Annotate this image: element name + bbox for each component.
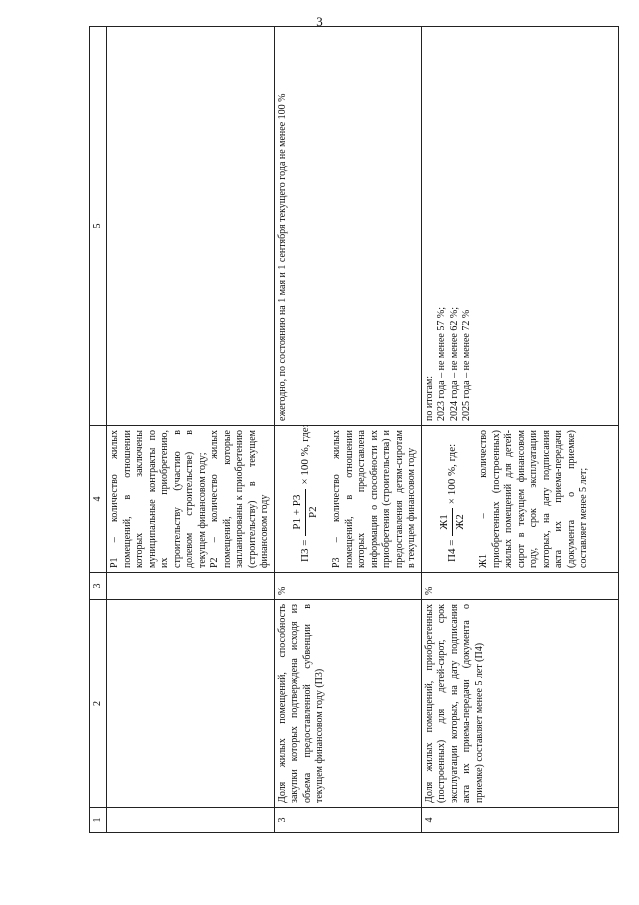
row4-formula-cell (421, 426, 619, 573)
header-col-3: 3 (90, 573, 107, 600)
cell-desc-continued (107, 426, 275, 573)
desc-p1: Р1 – количество жилых помещений, в отношении которых заключены муниципальные контракты по их приобретению, строительству (участию в долевом строительстве) в текущем финансовом году; (109, 430, 208, 568)
row4-denominator: Ж2 (454, 514, 467, 530)
row4-formula-lhs: П4 = (445, 539, 458, 562)
row4-target-line-4: 2025 года – не менее 72 % (461, 309, 472, 421)
cell-target-empty (107, 27, 275, 426)
cell-name-empty (107, 600, 275, 808)
cell-num-empty (107, 808, 275, 833)
row3-desc: Р3 – количество жилых помещений, в отношении которых предоставлена информация о способности их приобретения (строительства) и предоставления детям-сиротам в текущем финансовом году (331, 430, 417, 568)
page-number: 3 (316, 14, 323, 29)
row3-denominator: Р2 (307, 506, 320, 518)
header-col-4: 4 (90, 426, 107, 573)
row3-formula-cell (274, 426, 421, 573)
row3-num: 3 (274, 808, 421, 833)
row4-unit: % (421, 573, 619, 600)
cell-unit-empty (107, 573, 275, 600)
row4-desc: Ж1 – количество приобретенных (построенных) жилых помещений для детей-сирот в текущем финансовом году, срок эксплуатации которых, на дату подписания акта их приема-передачи (документа о приемке) составляет менее 5 лет; (478, 430, 589, 568)
header-col-1: 1 (90, 808, 107, 833)
row4-fraction (438, 508, 469, 535)
table-row-4 (421, 27, 619, 833)
row4-num: 4 (421, 808, 619, 833)
row3-formula-rhs: × 100 %, где: (298, 424, 311, 485)
table-row-continued (107, 27, 275, 833)
desc-p2: Р2 – количество жилых помещений, которые запланированы к приобретению (строительству) в текущем финансовом году (209, 430, 270, 568)
table-row-3 (274, 27, 421, 833)
row3-formula (290, 424, 322, 562)
row4-numerator: Ж1 (438, 508, 454, 535)
row3-numerator: Р1 + Р3 (291, 489, 307, 536)
row3-target: ежегодно, по состоянию на 1 мая и 1 сентября текущего года не менее 100 % (274, 27, 421, 426)
row4-name: Доля жилых помещений, приобретенных (построенных) для детей-сирот, срок эксплуатации которых, на дату подписания акта их приема-передачи (документа о приемке) составляет менее 5 лет (П4) (421, 600, 619, 808)
row3-unit: % (274, 573, 421, 600)
header-col-5: 5 (90, 27, 107, 426)
row4-target-line-3: 2024 года – не менее 62 %; (448, 307, 460, 421)
table-header-row (90, 27, 107, 833)
row3-name: Доля жилых помещений, способность закупки которых подтверждена исходя из объема предоставленной субвенции в текущем финансовом году (П3) (274, 600, 421, 808)
indicators-table (89, 26, 619, 833)
rotated-table-wrapper (89, 26, 619, 833)
row4-formula (438, 430, 469, 562)
header-col-2: 2 (90, 600, 107, 808)
row4-target-line-1: по итогам: (423, 375, 435, 421)
row4-formula-rhs: × 100 %, где: (445, 443, 458, 505)
row4-target (421, 27, 619, 426)
row3-fraction (291, 489, 322, 536)
row3-formula-lhs: П3 = (298, 539, 311, 562)
row4-target-line-2: 2023 года – не менее 57 %; (436, 307, 447, 421)
